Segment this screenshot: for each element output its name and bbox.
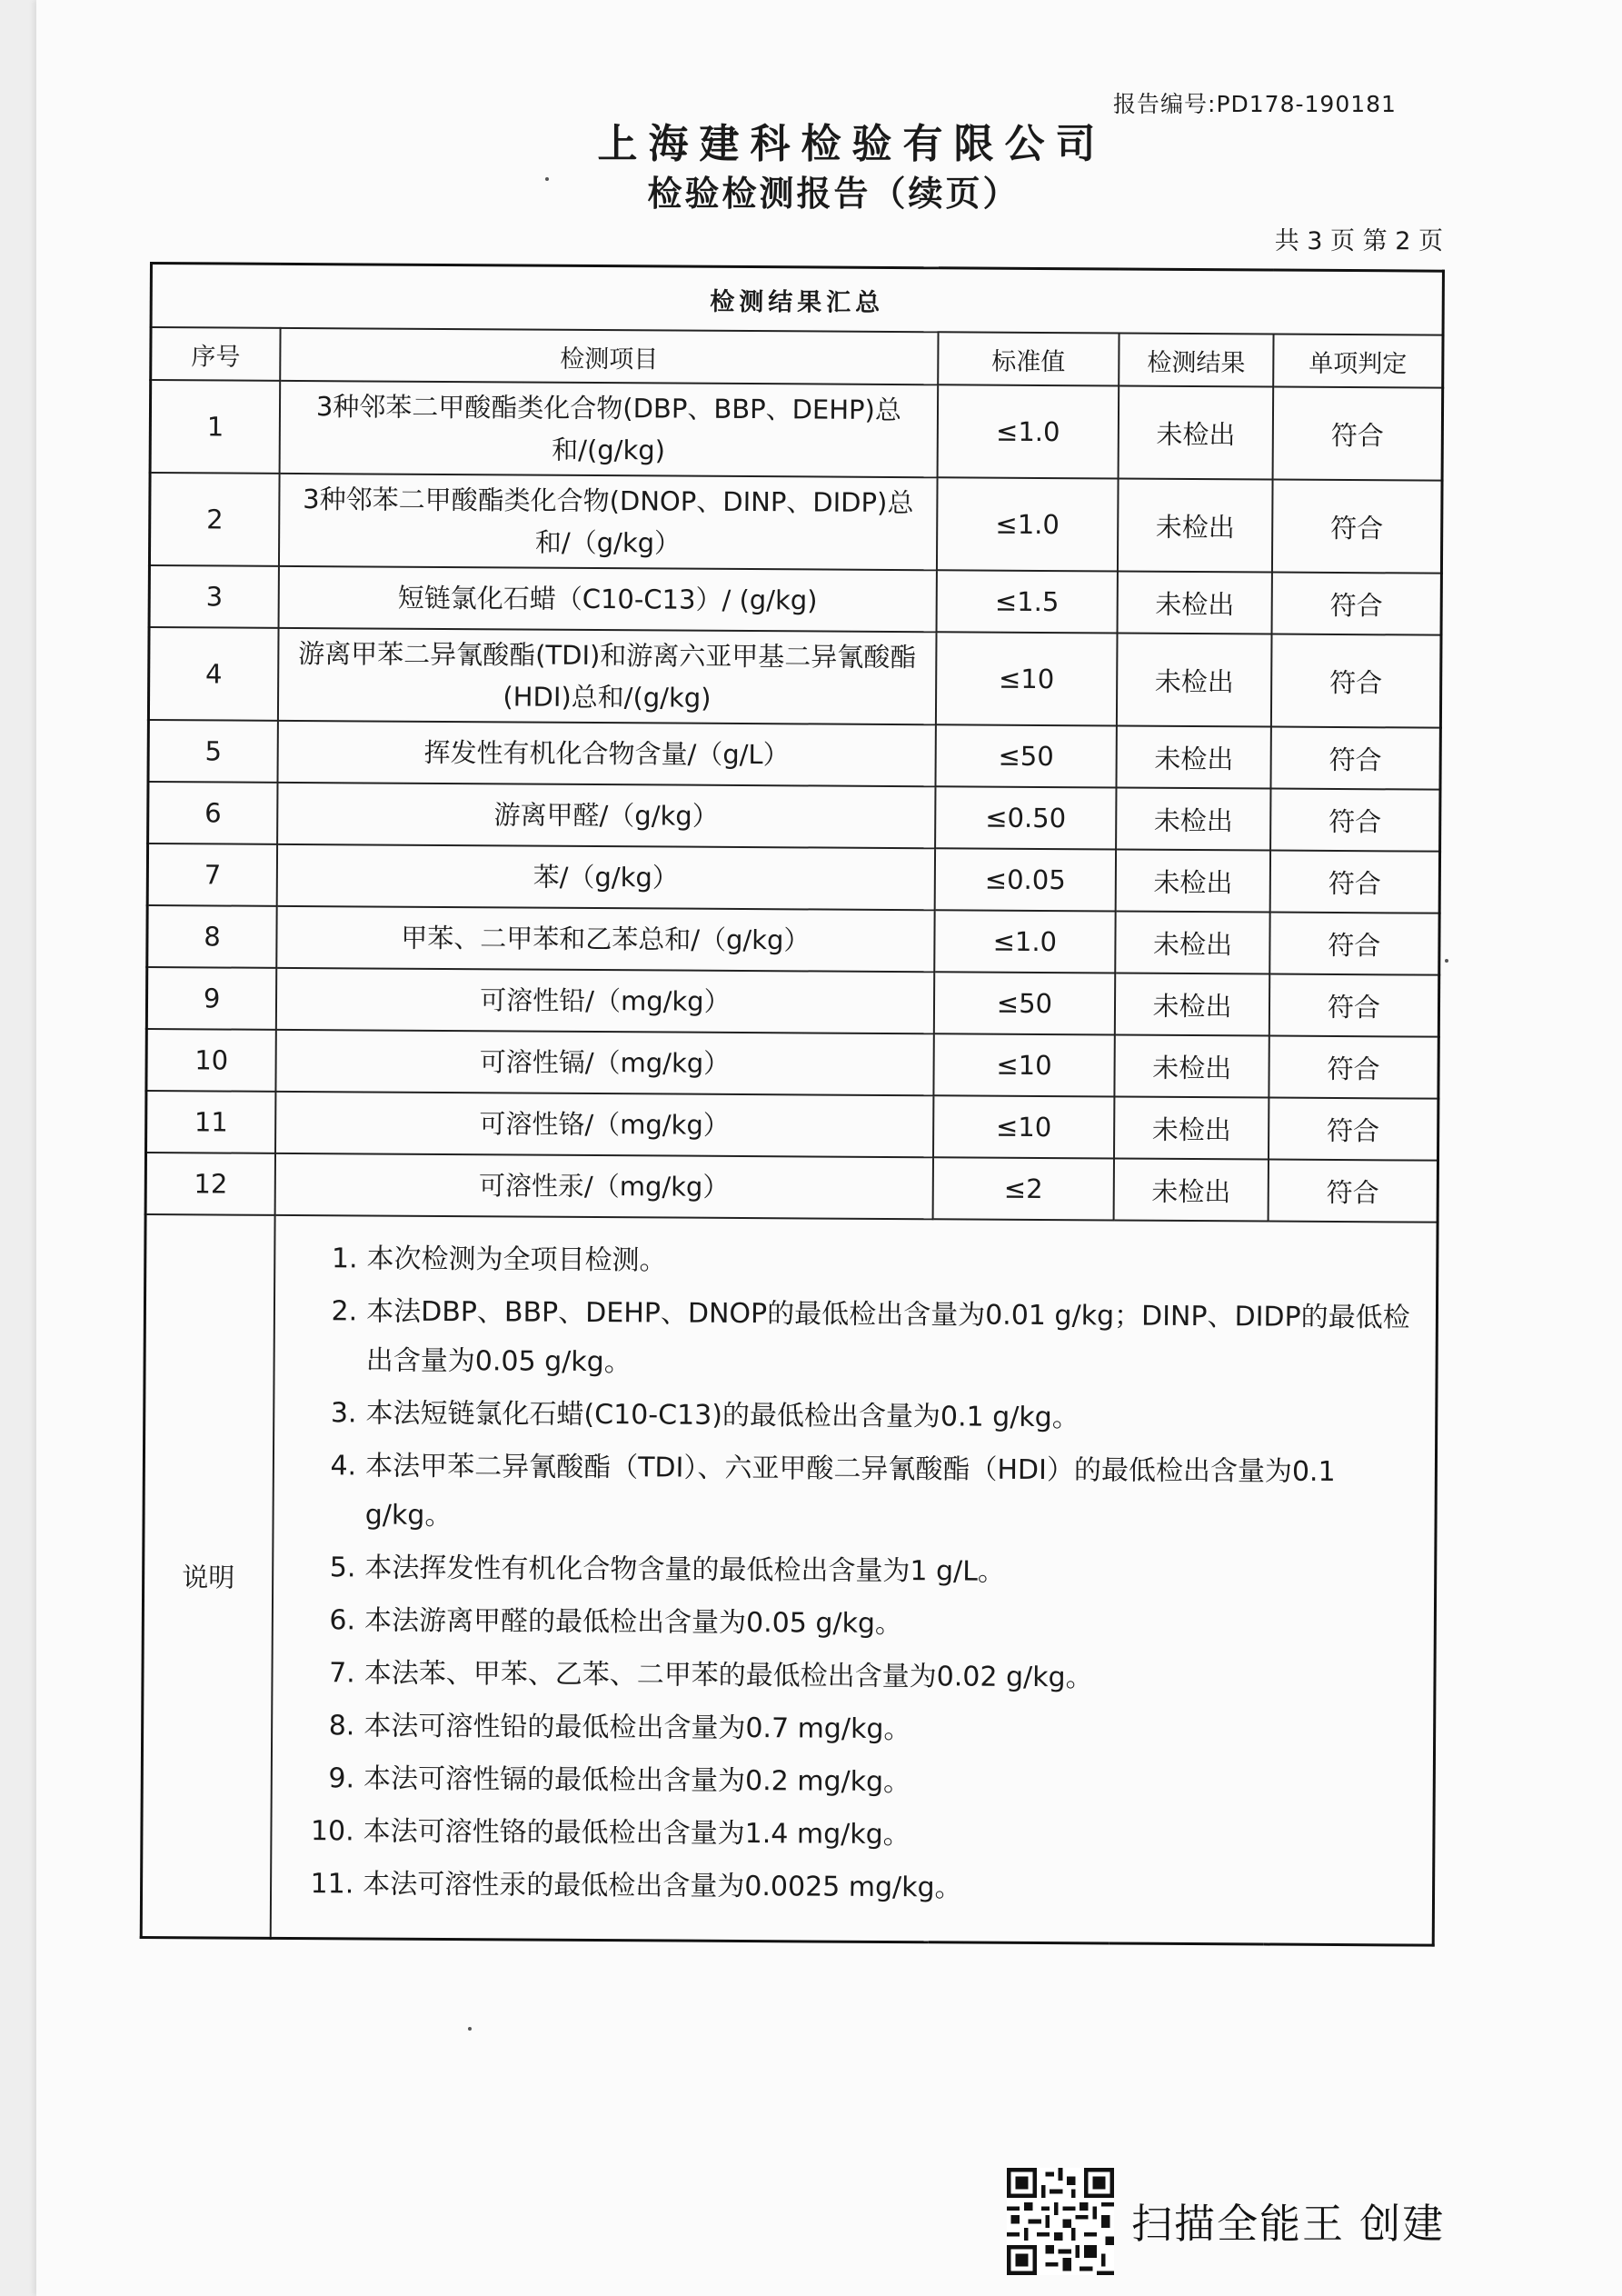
column-header-result: 检测结果 (1119, 334, 1273, 387)
table-row (145, 1153, 1438, 1223)
row-judgement: 符合 (1271, 634, 1441, 728)
row-result: 未检出 (1119, 386, 1273, 480)
row-no: 11 (146, 1091, 276, 1153)
row-standard: ≤10 (933, 1033, 1115, 1096)
table-row (146, 967, 1438, 1037)
row-item: 可溶性汞/（mg/kg） (275, 1153, 933, 1219)
row-result: 未检出 (1118, 572, 1272, 634)
qr-code-icon (1007, 2168, 1114, 2275)
row-standard: ≤0.05 (934, 848, 1116, 911)
row-item: 可溶性镉/（mg/kg） (276, 1030, 934, 1095)
row-result: 未检出 (1116, 850, 1270, 913)
note-number: 2. (331, 1295, 358, 1328)
row-judgement: 符合 (1268, 1160, 1438, 1223)
column-header-item: 检测项目 (280, 328, 938, 384)
row-result: 未检出 (1116, 912, 1270, 974)
column-header-standard: 标准值 (938, 332, 1119, 385)
note-text: 本法挥发性有机化合物含量的最低检出含量为1 g/L。 (364, 1552, 1006, 1588)
row-judgement: 符合 (1272, 480, 1442, 574)
row-standard: ≤1.5 (936, 570, 1118, 633)
row-no: 1 (150, 380, 280, 474)
notes-cell (271, 1215, 1438, 1945)
table-row (148, 782, 1440, 852)
row-item: 甲苯、二甲苯和乙苯总和/（g/kg） (276, 906, 934, 972)
company-name: 上海建科检验有限公司 (597, 121, 1107, 167)
note-text: 本法可溶性汞的最低检出含量为0.0025 mg/kg。 (363, 1868, 962, 1904)
scan-speck (1445, 959, 1448, 963)
row-standard: ≤10 (933, 1095, 1115, 1158)
note-item (299, 1860, 1414, 1915)
table-row (147, 844, 1439, 913)
row-no: 12 (145, 1153, 275, 1215)
row-item: 游离甲醛/（g/kg） (277, 783, 935, 848)
row-judgement: 符合 (1269, 913, 1439, 975)
note-text: 本法游离甲醛的最低检出含量为0.05 g/kg。 (363, 1604, 903, 1641)
row-standard: ≤10 (935, 632, 1117, 725)
row-standard: ≤1.0 (937, 384, 1119, 478)
scanner-watermark: 扫描全能王 创建 (1131, 2200, 1446, 2248)
notes-list (299, 1234, 1418, 1915)
scan-speck (468, 2027, 472, 2031)
note-number: 4. (330, 1450, 357, 1482)
report-number-label: 报告编号: (1113, 91, 1217, 117)
summary-title: 检测结果汇总 (151, 264, 1443, 335)
note-text: 本法可溶性镉的最低检出含量为0.2 mg/kg。 (363, 1762, 911, 1799)
notes-row (141, 1214, 1438, 1945)
note-item (301, 1649, 1416, 1704)
note-number: 5. (329, 1552, 356, 1584)
report-title: 检验检测报告（续页） (647, 174, 1020, 214)
note-number: 3. (330, 1397, 357, 1430)
note-number: 8. (328, 1710, 355, 1742)
row-item: 可溶性铬/（mg/kg） (275, 1092, 933, 1157)
row-result: 未检出 (1117, 634, 1271, 727)
note-text: 本法苯、甲苯、乙苯、二甲苯的最低检出含量为0.02 g/kg。 (363, 1657, 1093, 1694)
row-item: 苯/（g/kg） (277, 844, 935, 910)
note-item (300, 1754, 1415, 1810)
results-table (140, 262, 1445, 1947)
row-no: 8 (147, 905, 277, 968)
row-no: 9 (146, 967, 276, 1030)
row-item: 挥发性有机化合物含量/（g/L） (278, 721, 936, 786)
row-no: 7 (147, 844, 277, 906)
page-info: 共 3 页 第 2 页 (1274, 227, 1443, 255)
scan-speck (545, 177, 549, 181)
note-number: 1. (331, 1243, 358, 1275)
row-no: 6 (148, 782, 278, 844)
row-no: 2 (149, 473, 279, 566)
note-item (300, 1807, 1415, 1862)
note-text: 本法可溶性铬的最低检出含量为1.4 mg/kg。 (363, 1815, 911, 1852)
note-number: 11. (310, 1868, 354, 1901)
row-item: 短链氯化石蜡（C10-C13）/ (g/kg) (279, 566, 937, 632)
row-standard: ≤1.0 (934, 910, 1116, 973)
row-result: 未检出 (1115, 1035, 1269, 1098)
note-item (302, 1389, 1417, 1444)
note-text: 本法DBP、BBP、DEHP、DNOP的最低检出含量为0.01 g/kg；DINP、DIDP的最低检出含量为0.05 g/kg。 (365, 1295, 1410, 1379)
note-text: 本法甲苯二异氰酸酯（TDI）、六亚甲酸二异氰酸酯（HDI）的最低检出含量为0.1 g/kg。 (364, 1450, 1336, 1532)
row-standard: ≤0.50 (935, 786, 1117, 849)
row-judgement: 符合 (1270, 789, 1440, 852)
row-no: 3 (149, 565, 279, 628)
row-no: 4 (148, 627, 278, 721)
table-row (146, 1091, 1438, 1161)
table-row (148, 720, 1440, 790)
note-number: 10. (310, 1815, 354, 1848)
note-item (302, 1442, 1417, 1546)
table-row (147, 905, 1439, 975)
row-result: 未检出 (1115, 973, 1269, 1036)
note-item (303, 1287, 1418, 1392)
note-number: 9. (328, 1762, 355, 1795)
row-judgement: 符合 (1269, 974, 1439, 1037)
note-item (301, 1543, 1416, 1599)
column-header-row (151, 327, 1443, 388)
row-standard: ≤50 (933, 972, 1115, 1034)
row-standard: ≤2 (932, 1157, 1114, 1220)
row-item: 3种邻苯二甲酸酯类化合物(DBP、BBP、DEHP)总和/(g/kg) (280, 381, 938, 477)
row-judgement: 符合 (1272, 387, 1442, 481)
row-judgement: 符合 (1271, 573, 1441, 635)
row-result: 未检出 (1114, 1097, 1269, 1160)
row-judgement: 符合 (1269, 1036, 1438, 1099)
note-text: 本法可溶性铅的最低检出含量为0.7 mg/kg。 (363, 1710, 911, 1746)
row-result: 未检出 (1118, 479, 1272, 573)
note-number: 6. (329, 1604, 356, 1637)
table-row (148, 627, 1441, 728)
table-row (149, 473, 1442, 574)
table-row (150, 380, 1443, 481)
note-text: 本次检测为全项目检测。 (366, 1243, 667, 1277)
row-item: 可溶性铅/（mg/kg） (276, 968, 934, 1033)
row-standard: ≤1.0 (937, 477, 1119, 571)
table-row (146, 1029, 1438, 1099)
column-header-judgement: 单项判定 (1273, 334, 1443, 388)
row-standard: ≤50 (935, 724, 1117, 787)
row-item: 3种邻苯二甲酸酯类化合物(DNOP、DINP、DIDP)总和/（g/kg） (279, 474, 937, 570)
column-header-no: 序号 (151, 327, 281, 381)
note-item (301, 1596, 1416, 1652)
row-result: 未检出 (1117, 726, 1271, 789)
note-number: 7. (329, 1657, 355, 1690)
row-no: 10 (146, 1029, 276, 1092)
row-result: 未检出 (1116, 788, 1270, 851)
note-item (303, 1234, 1418, 1290)
row-no: 5 (148, 720, 278, 783)
row-judgement: 符合 (1269, 1098, 1438, 1161)
row-item: 游离甲苯二异氰酸酯(TDI)和游离六亚甲基二异氰酸酯(HDI)总和/(g/kg) (278, 628, 936, 724)
row-result: 未检出 (1114, 1159, 1269, 1222)
note-text: 本法短链氯化石蜡(C10-C13)的最低检出含量为0.1 g/kg。 (365, 1397, 1080, 1434)
note-item (300, 1702, 1415, 1757)
notes-label: 说明 (141, 1214, 275, 1938)
row-judgement: 符合 (1270, 851, 1440, 913)
row-judgement: 符合 (1270, 727, 1440, 790)
table-row (149, 565, 1441, 635)
report-number-value: PD178-190181 (1216, 91, 1397, 117)
